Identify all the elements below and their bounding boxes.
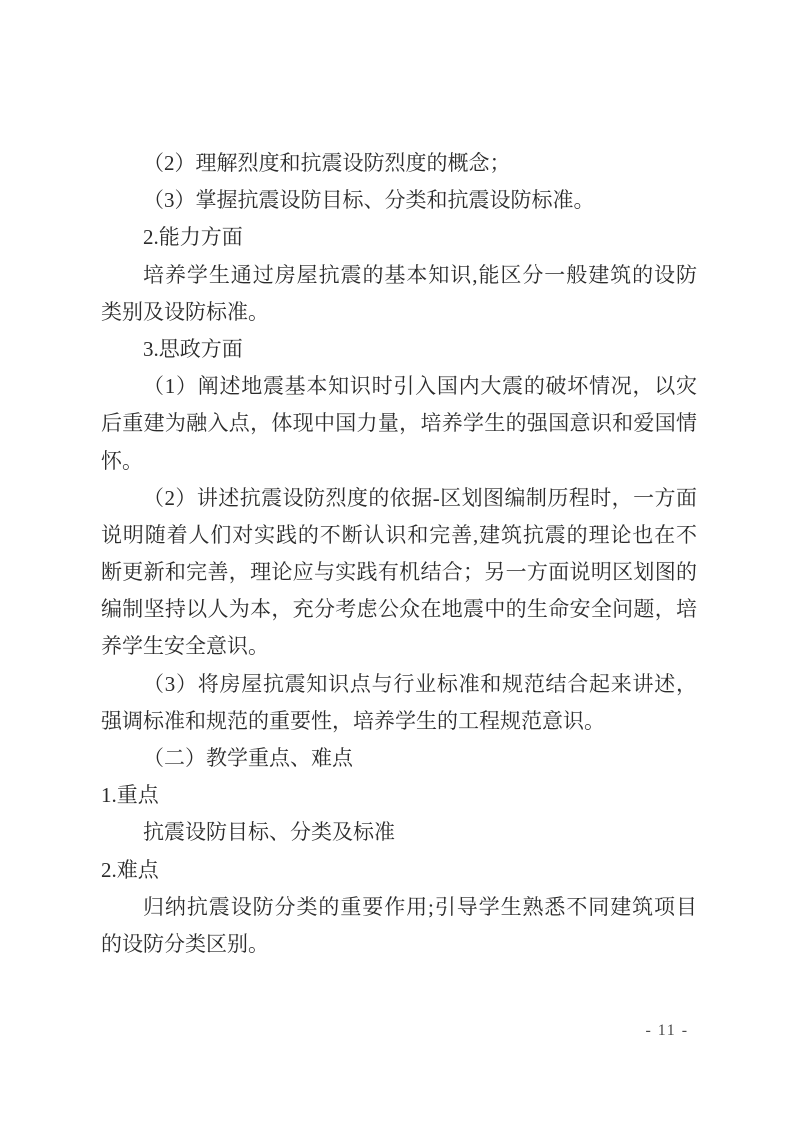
text-line: 培养学生通过房屋抗震的基本知识,能区分一般建筑的设防 (143, 262, 697, 287)
text-line: 2.能力方面 (143, 225, 243, 250)
text-line: （2）讲述抗震设防烈度的依据-区划图编制历程时，一方面 (143, 485, 697, 510)
text-line: 编制坚持以人为本，充分考虑公众在地震中的生命安全问题，培 (101, 597, 697, 622)
text-line: （二）教学重点、难点 (143, 746, 353, 770)
text-line: （2）理解烈度和抗震设防烈度的概念； (143, 151, 511, 175)
text-line: （3）掌握抗震设防目标、分类和抗震设防标准。 (143, 188, 595, 213)
text-line: （1）阐述地震基本知识时引入国内大震的破坏情况，以灾 (143, 374, 697, 399)
document-body (101, 145, 697, 963)
text-line: （3）将房屋抗震知识点与行业标准和规范结合起来讲述， (143, 671, 697, 696)
text-line: 抗震设防目标、分类及标准 (143, 820, 395, 845)
text-line: 归纳抗震设防分类的重要作用;引导学生熟悉不同建筑项目 (143, 894, 697, 919)
page-number: - 11 - (645, 1022, 689, 1039)
text-line: 1.重点 (101, 783, 159, 808)
text-line: 3.思政方面 (143, 336, 243, 361)
text-line: 养学生安全意识。 (101, 634, 269, 659)
text-line: 怀。 (101, 448, 143, 473)
text-line: 的设防分类区别。 (101, 931, 269, 956)
text-line: 强调标准和规范的重要性，培养学生的工程规范意识。 (101, 708, 605, 733)
text-line: 后重建为融入点，体现中国力量，培养学生的强国意识和爱国情 (101, 411, 697, 436)
text-line: 说明随着人们对实践的不断认识和完善,建筑抗震的理论也在不 (101, 522, 697, 547)
text-line: 断更新和完善，理论应与实践有机结合；另一方面说明区划图的 (101, 560, 697, 585)
text-line: 2.难点 (101, 857, 159, 882)
text-line: 类别及设防标准。 (101, 299, 269, 324)
